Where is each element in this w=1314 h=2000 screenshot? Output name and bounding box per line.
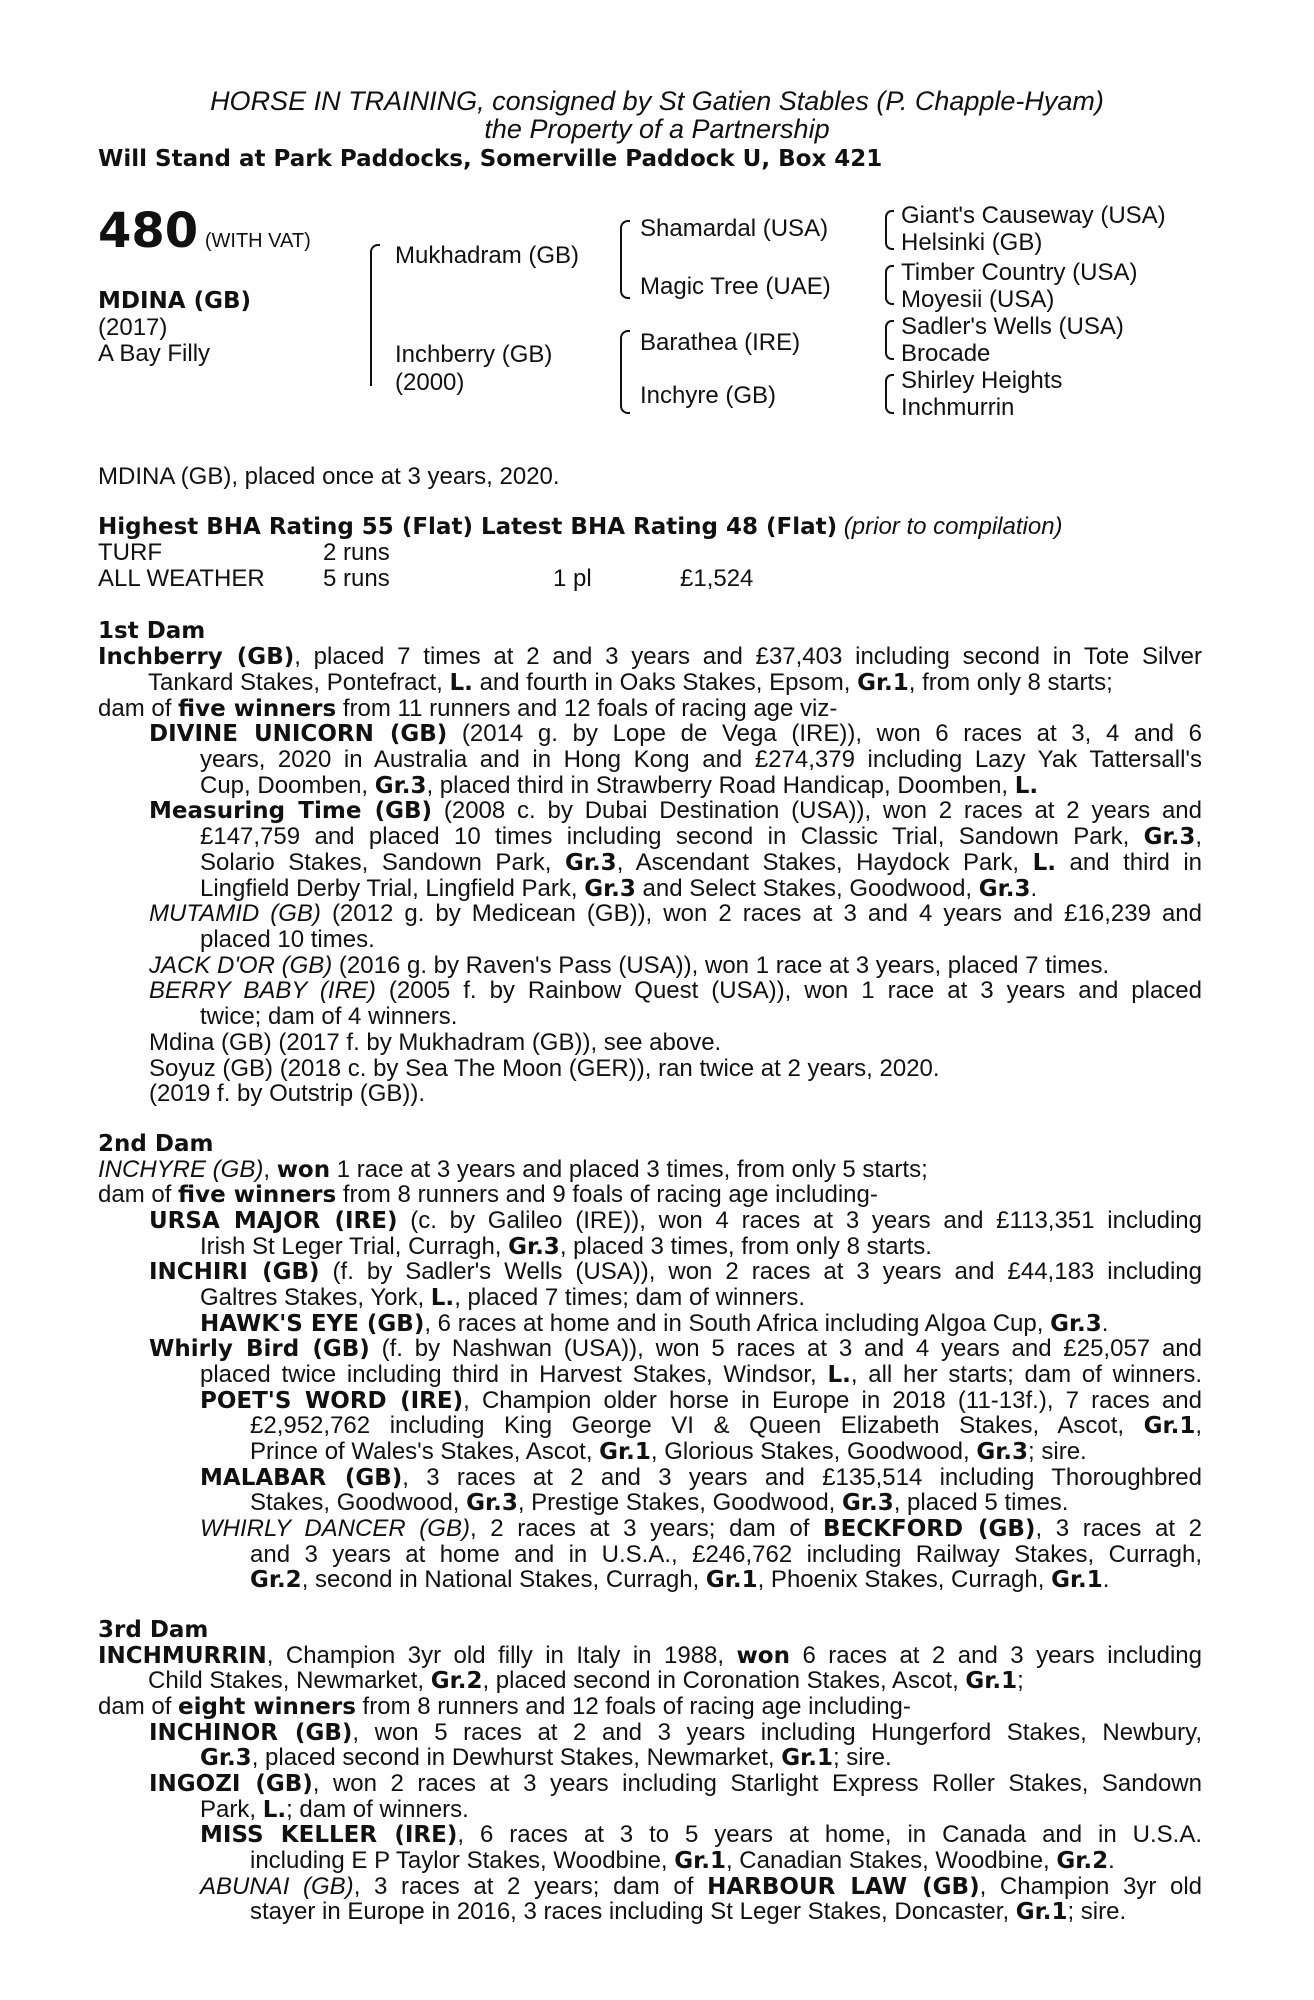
- dam2-heading: 2nd Dam: [98, 1131, 214, 1157]
- dam2-progeny-whirly-bird-2: placed twice including third in Harvest Stakes, Windsor, L., all her starts; dam of winners.: [200, 1361, 1203, 1388]
- horse-name: MDINA (GB): [98, 288, 252, 314]
- header-subtitle: the Property of a Partnership: [484, 114, 830, 144]
- pedigree-sd-dam: Moyesii (USA): [901, 286, 1055, 313]
- pedigree-dam-sire: Barathea (IRE): [640, 329, 801, 356]
- dam3-progeny-ingozi: INGOZI (GB), won 2 races at 3 years including Starlight Express Roller Stakes, Sandown: [149, 1770, 1202, 1797]
- pedigree-ds-dam: Brocade: [901, 340, 991, 367]
- horse-year: (2017): [98, 314, 168, 341]
- dam1-line2: Tankard Stakes, Pontefract, L. and fourth in Oaks Stakes, Epsom, Gr.1, from only 8 starts;: [148, 669, 1113, 696]
- dam2-progeny-malabar: MALABAR (GB), 3 races at 2 and 3 years and £135,514 including Thoroughbred: [200, 1464, 1202, 1491]
- rating-note: (prior to compilation): [843, 513, 1063, 540]
- pedigree-brace-sire: [620, 220, 630, 299]
- dam1-progeny-measuring-time-2: £147,759 and placed 10 times including second in Classic Trial, Sandown Park, Gr.3,: [200, 823, 1202, 850]
- dam1-line1: Inchberry (GB), placed 7 times at 2 and 3 years and £37,403 including second in Tote Silver: [98, 643, 1202, 670]
- aw-runs: 5 runs: [323, 565, 390, 592]
- aw-prize: £1,524: [680, 565, 754, 592]
- rating-bold: Highest BHA Rating 55 (Flat) Latest BHA Rating 48 (Flat): [98, 514, 838, 540]
- dam1-progeny-measuring-time-3: Solario Stakes, Sandown Park, Gr.3, Ascendant Stakes, Haydock Park, L. and third in: [200, 849, 1203, 876]
- pedigree-sire-sire: Shamardal (USA): [640, 215, 829, 242]
- dam1-progeny-mutamid-2: placed 10 times.: [200, 926, 375, 953]
- pedigree-sire-dam: Magic Tree (UAE): [640, 273, 831, 300]
- vat-note: (WITH VAT): [204, 230, 311, 252]
- pedigree-brace-dam: [620, 330, 630, 414]
- dam1-progeny-divine-unicorn-3: Cup, Doomben, Gr.3, placed third in Strawberry Road Handicap, Doomben, L.: [200, 772, 1039, 799]
- turf-runs: 2 runs: [323, 539, 390, 566]
- dam3-progeny-ingozi-2: Park, L.; dam of winners.: [200, 1796, 469, 1823]
- dam3-progeny-abunai: ABUNAI (GB), 3 races at 2 years; dam of HARBOUR LAW (GB), Champion 3yr old: [200, 1873, 1203, 1900]
- dam2-progeny-poets-word-2: £2,952,762 including King George VI & Queen Elizabeth Stakes, Ascot, Gr.1,: [250, 1412, 1202, 1439]
- dam2-progeny-whirly-dancer-3: Gr.2, second in National Stakes, Curragh, Gr.1, Phoenix Stakes, Curragh, Gr.1.: [250, 1566, 1110, 1593]
- dam3-progeny-inchinor: INCHINOR (GB), won 5 races at 2 and 3 years including Hungerford Stakes, Newbury,: [149, 1719, 1202, 1746]
- aw-placings: 1 pl: [553, 565, 592, 592]
- pedigree-brace-g2: [885, 265, 894, 305]
- dam1-progeny-measuring-time: Measuring Time (GB) (2008 c. by Dubai Destination (USA)), won 2 races at 2 years and: [149, 797, 1202, 824]
- dam1-progeny-2019: (2019 f. by Outstrip (GB)).: [149, 1080, 426, 1107]
- dam3-line3: dam of eight winners from 8 runners and 12 foals of racing age including-: [98, 1693, 911, 1720]
- dam2-progeny-ursa-major-2: Irish St Leger Trial, Curragh, Gr.3, placed 3 times, from only 8 starts.: [200, 1233, 932, 1260]
- dam2-progeny-malabar-2: Stakes, Goodwood, Gr.3, Prestige Stakes, Goodwood, Gr.3, placed 5 times.: [250, 1489, 1069, 1516]
- pedigree-dd-dam: Inchmurrin: [901, 394, 1015, 421]
- dam3-heading: 3rd Dam: [98, 1617, 209, 1643]
- dam3-progeny-inchinor-2: Gr.3, placed second in Dewhurst Stakes, Newmarket, Gr.1; sire.: [200, 1744, 892, 1771]
- dam1-progeny-mutamid: MUTAMID (GB) (2012 g. by Medicean (GB)), won 2 races at 3 and 4 years and £16,239 and: [149, 900, 1202, 927]
- pedigree-dam: Inchberry (GB): [395, 341, 553, 368]
- dam2-line1: INCHYRE (GB), won 1 race at 3 years and placed 3 times, from only 5 starts;: [98, 1156, 928, 1183]
- pedigree-ss-sire: Giant's Causeway (USA): [901, 202, 1166, 229]
- dam1-progeny-jack-dor: JACK D'OR (GB) (2016 g. by Raven's Pass (USA)), won 1 race at 3 years, placed 7 times.: [149, 952, 1110, 979]
- dam2-progeny-whirly-dancer: WHIRLY DANCER (GB), 2 races at 3 years; dam of BECKFORD (GB), 3 races at 2: [200, 1515, 1202, 1542]
- pedigree-ss-dam: Helsinki (GB): [901, 229, 1043, 256]
- pedigree-dam-year: (2000): [395, 369, 465, 396]
- turf-label: TURF: [98, 539, 162, 566]
- dam2-progeny-inchiri: INCHIRI (GB) (f. by Sadler's Wells (USA)), won 2 races at 3 years and £44,183 including: [149, 1258, 1202, 1285]
- header-location: Will Stand at Park Paddocks, Somerville Paddock U, Box 421: [98, 146, 883, 172]
- dam3-progeny-miss-keller: MISS KELLER (IRE), 6 races at 3 to 5 years at home, in Canada and in U.S.A.: [200, 1821, 1203, 1848]
- dam1-progeny-measuring-time-4: Lingfield Derby Trial, Lingfield Park, Gr.3 and Select Stakes, Goodwood, Gr.3.: [200, 875, 1038, 902]
- dam2-progeny-poets-word-3: Prince of Wales's Stakes, Ascot, Gr.1, Glorious Stakes, Goodwood, Gr.3; sire.: [250, 1438, 1087, 1465]
- pedigree-dd-sire: Shirley Heights: [901, 367, 1063, 394]
- dam1-line3: dam of five winners from 11 runners and 12 foals of racing age viz-: [98, 695, 838, 722]
- dam2-progeny-poets-word: POET'S WORD (IRE), Champion older horse in Europe in 2018 (11-13f.), 7 races and: [200, 1387, 1202, 1414]
- lot-number: 480: [98, 203, 199, 259]
- dam1-progeny-divine-unicorn-2: years, 2020 in Australia and in Hong Kong and £274,379 including Lazy Yak Tattersall's: [200, 746, 1202, 773]
- lot-block: [98, 203, 311, 266]
- pedigree-brace-g1: [885, 210, 894, 250]
- dam1-progeny-berry-baby-2: twice; dam of 4 winners.: [200, 1003, 458, 1030]
- dam2-progeny-inchiri-2: Galtres Stakes, York, L., placed 7 times; dam of winners.: [200, 1284, 806, 1311]
- pedigree-ds-sire: Sadler's Wells (USA): [901, 313, 1124, 340]
- pedigree-brace-main: [370, 244, 380, 386]
- dam3-line1: INCHMURRIN, Champion 3yr old filly in Italy in 1988, won 6 races at 2 and 3 years including: [98, 1642, 1202, 1669]
- dam2-progeny-whirly-dancer-2: and 3 years at home and in U.S.A., £246,762 including Railway Stakes, Curragh,: [250, 1541, 1202, 1568]
- pedigree-brace-g4: [885, 374, 894, 414]
- rating-line: [98, 514, 1063, 540]
- pedigree-brace-g3: [885, 320, 894, 360]
- dam3-line2: Child Stakes, Newmarket, Gr.2, placed second in Coronation Stakes, Ascot, Gr.1;: [148, 1667, 1024, 1694]
- dam2-progeny-ursa-major: URSA MAJOR (IRE) (c. by Galileo (IRE)), won 4 races at 3 years and £113,351 including: [149, 1207, 1203, 1234]
- race-summary: MDINA (GB), placed once at 3 years, 2020.: [98, 463, 560, 490]
- pedigree-sd-sire: Timber Country (USA): [901, 259, 1138, 286]
- dam2-progeny-hawks-eye: HAWK'S EYE (GB), 6 races at home and in South Africa including Algoa Cup, Gr.3.: [200, 1310, 1109, 1337]
- dam1-progeny-mdina: Mdina (GB) (2017 f. by Mukhadram (GB)), see above.: [149, 1029, 722, 1056]
- dam3-progeny-abunai-2: stayer in Europe in 2016, 3 races including St Leger Stakes, Doncaster, Gr.1; sire.: [250, 1898, 1127, 1925]
- dam2-line2: dam of five winners from 8 runners and 9 foals of racing age including-: [98, 1181, 878, 1208]
- dam1-heading: 1st Dam: [98, 618, 206, 644]
- aw-label: ALL WEATHER: [98, 565, 265, 592]
- dam1-progeny-divine-unicorn: DIVINE UNICORN (GB) (2014 g. by Lope de Vega (IRE)), won 6 races at 3, 4 and 6: [149, 720, 1202, 747]
- dam2-progeny-whirly-bird: Whirly Bird (GB) (f. by Nashwan (USA)), won 5 races at 3 and 4 years and £25,057 and: [149, 1335, 1202, 1362]
- horse-description: A Bay Filly: [98, 340, 211, 367]
- dam1-progeny-berry-baby: BERRY BABY (IRE) (2005 f. by Rainbow Quest (USA)), won 1 race at 3 years and placed: [149, 977, 1202, 1004]
- pedigree-sire: Mukhadram (GB): [395, 242, 580, 269]
- header-title: HORSE IN TRAINING, consigned by St Gatien Stables (P. Chapple-Hyam): [210, 86, 1104, 116]
- pedigree-dam-dam: Inchyre (GB): [640, 382, 777, 409]
- dam1-progeny-soyuz: Soyuz (GB) (2018 c. by Sea The Moon (GER)), ran twice at 2 years, 2020.: [149, 1055, 940, 1082]
- dam3-progeny-miss-keller-2: including E P Taylor Stakes, Woodbine, Gr.1, Canadian Stakes, Woodbine, Gr.2.: [250, 1847, 1115, 1874]
